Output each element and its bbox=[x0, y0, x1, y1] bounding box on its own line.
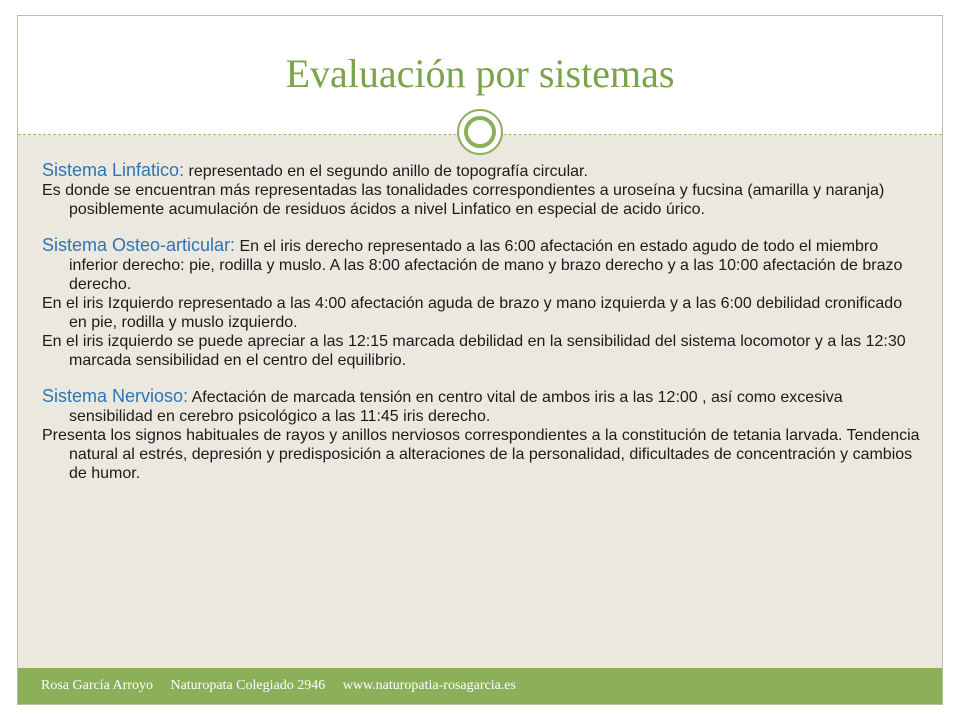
footer-bar bbox=[18, 668, 942, 704]
paragraph: En el iris izquierdo se puede apreciar a las 12:15 marcada debilidad en la sensibilidad del sistema locomotor y a las 12:30 marcada sensibilidad en el centro del equilibrio. bbox=[42, 333, 906, 369]
section-intro: En el iris derecho representado a las 6:00 afectación en estado agudo de todo el miembro inferior derecho: pie, rodilla y muslo. A las 8:00 afectación de mano y brazo derecho y a las 10:00 afectación de brazo derecho. bbox=[69, 238, 903, 293]
section-intro: Afectación de marcada tensión en centro vital de ambos iris a las 12:00 , así como excesiva sensibilidad en cerebro psicológico a las 11:45 iris derecho. bbox=[69, 389, 843, 425]
footer-text bbox=[41, 678, 530, 694]
section-intro: representado en el segundo anillo de topografía circular. bbox=[184, 163, 588, 180]
slide-title: Evaluación por sistemas bbox=[285, 51, 675, 96]
section-nervioso bbox=[42, 387, 922, 426]
section-osteo-articular bbox=[42, 236, 922, 294]
paragraph: Presenta los signos habituales de rayos y anillos nerviosos correspondientes a la constitución de tetania larvada. Tendencia natural al estrés, depresión y predisposición a alteraciones de la personalidad, dificultades de concentración y cambios de humor. bbox=[42, 427, 920, 482]
section-heading: Sistema Linfatico: bbox=[42, 160, 185, 180]
section-heading: Sistema Osteo-articular: bbox=[42, 235, 236, 255]
footer-role: Naturopata Colegiado 2946 bbox=[170, 678, 326, 693]
section-heading: Sistema Nervioso: bbox=[42, 386, 189, 406]
paragraph: En el iris Izquierdo representado a las 4:00 afectación aguda de brazo y mano izquierda y a las 6:00 debilidad cronificado en pie, rodilla y muslo izquierdo. bbox=[42, 295, 903, 331]
footer-author: Rosa García Arroyo bbox=[41, 678, 153, 693]
section-gap bbox=[42, 219, 922, 236]
section-linfatico bbox=[42, 161, 922, 181]
footer-website: www.naturopatia-rosagarcia.es bbox=[342, 678, 516, 693]
slide bbox=[17, 15, 943, 705]
paragraph: Es donde se encuentran más representadas las tonalidades correspondientes a uroseína y fucsina (amarilla y naranja) posiblemente acumulación de residuos ácidos a nivel Linfatico en especial de acido úrico. bbox=[42, 182, 885, 218]
slide-body bbox=[42, 161, 922, 483]
section-gap bbox=[42, 370, 922, 387]
circle-ornament-icon bbox=[457, 109, 503, 155]
circle-ornament-inner bbox=[464, 116, 496, 148]
